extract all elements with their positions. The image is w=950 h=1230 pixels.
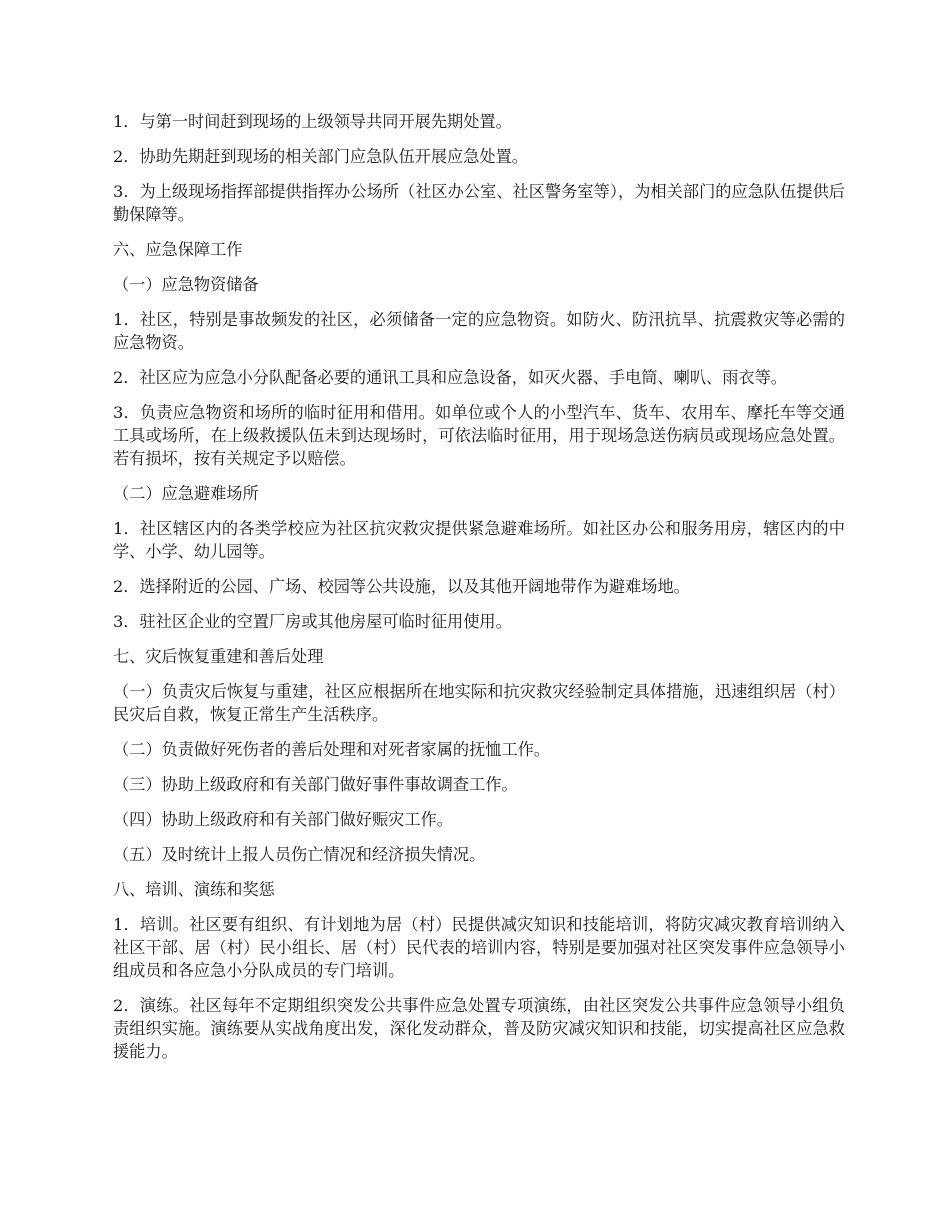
paragraph-supplies-1: 1．社区，特别是事故频发的社区，必须储备一定的应急物资。如防火、防汛抗旱、抗震救灾等必需的应急物资。 xyxy=(113,310,845,352)
paragraph-recovery-2: （二）负责做好死伤者的善后处理和对死者家属的抚恤工作。 xyxy=(113,740,551,759)
paragraph-supplies-3: 3．负责应急物资和场所的临时征用和借用。如单位或个人的小型汽车、货车、农用车、摩托车等交通工具或场所，在上级救援队伍未到达现场时，可依法临时征用，用于现场急送伤病员或现场应急处置。若有损坏，按有关规定予以赔偿。 xyxy=(113,403,845,468)
paragraph-recovery-3: （三）协助上级政府和有关部门做好事件事故调查工作。 xyxy=(113,775,518,794)
paragraph-item-1: 1．与第一时间赶到现场的上级领导共同开展先期处置。 xyxy=(113,112,512,131)
paragraph-recovery-5: （五）及时统计上报人员伤亡情况和经济损失情况。 xyxy=(113,845,486,864)
paragraph-shelter-2: 2．选择附近的公园、广场、校园等公共设施，以及其他开阔地带作为避难场地。 xyxy=(113,577,690,596)
paragraph-item-3: 3．为上级现场指挥部提供指挥办公场所（社区办公室、社区警务室等），为相关部门的应急队伍提供后勤保障等。 xyxy=(113,182,845,224)
paragraph-drill: 2．演练。社区每年不定期组织突发公共事件应急处置专项演练，由社区突发公共事件应急领导小组负责组织实施。演练要从实战角度出发，深化发动群众，普及防灾减灾知识和技能，切实提高社区应急救援能力。 xyxy=(113,996,845,1061)
section-heading-7: 七、灾后恢复重建和善后处理 xyxy=(113,647,324,666)
section-heading-8: 八、培训、演练和奖惩 xyxy=(113,880,275,899)
paragraph-item-2: 2．协助先期赶到现场的相关部门应急队伍开展应急处置。 xyxy=(113,147,528,166)
paragraph-supplies-2: 2．社区应为应急小分队配备必要的通讯工具和应急设备，如灭火器、手电筒、喇叭、雨衣等。 xyxy=(113,368,787,387)
section-heading-6: 六、应急保障工作 xyxy=(113,240,243,259)
paragraph-shelter-3: 3．驻社区企业的空置厂房或其他房屋可临时征用使用。 xyxy=(113,612,512,631)
paragraph-training: 1．培训。社区要有组织、有计划地为居（村）民提供减灾知识和技能培训，将防灾减灾教育培训纳入社区干部、居（村）民小组长、居（村）民代表的培训内容，特别是要加强对社区突发事件应急领导小组成员和各应急小分队成员的专门培训。 xyxy=(113,915,845,980)
subsection-heading-supplies: （一）应急物资储备 xyxy=(113,275,259,294)
paragraph-shelter-1: 1．社区辖区内的各类学校应为社区抗灾救灾提供紧急避难场所。如社区办公和服务用房，辖区内的中学、小学、幼儿园等。 xyxy=(113,519,845,561)
paragraph-recovery-4: （四）协助上级政府和有关部门做好赈灾工作。 xyxy=(113,810,453,829)
subsection-heading-shelter: （二）应急避难场所 xyxy=(113,484,259,503)
paragraph-recovery-1: （一）负责灾后恢复与重建，社区应根据所在地实际和抗灾救灾经验制定具体措施，迅速组织居（村）民灾后自救，恢复正常生产生活秩序。 xyxy=(113,682,845,724)
document-body xyxy=(113,110,845,1075)
